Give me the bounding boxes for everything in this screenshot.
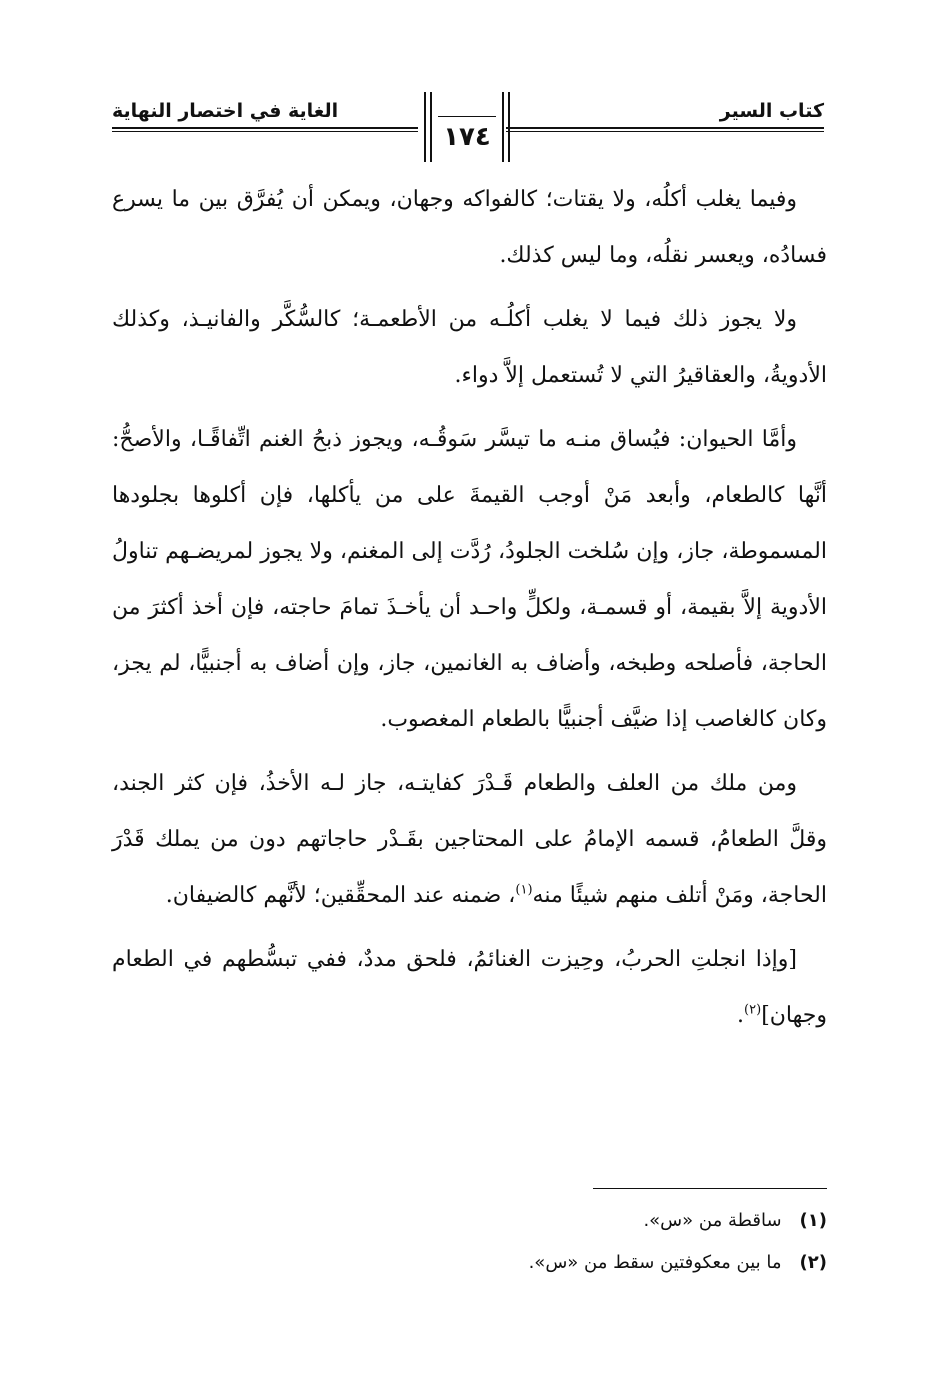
footnote <box>127 1200 827 1242</box>
paragraph-text: ، ضمنه عند المحقِّقين؛ لأنَّهم كالضيفان. <box>165 883 516 908</box>
book-title: الغاية في اختصار النهاية <box>112 100 339 122</box>
footnote-number: (٢) <box>799 1252 827 1273</box>
paragraph-text: ومن ملك من العلف والطعام قَـدْرَ كفايتـه، جاز لـه الأخذُ، فإن كثر الجند، وقلَّ الطعامُ، قسمه الإمامُ على المحتاجين بقَـدْر حاجاتهم دون من يملك قَدْرَ الحاجة، ومَنْ أتلف منهم شيئًا منه <box>112 771 827 908</box>
main-text <box>112 172 827 1044</box>
footnotes <box>127 1200 827 1284</box>
page-number: ١٧٤ <box>438 116 496 157</box>
footnote-marker: (١) <box>515 882 533 898</box>
footnote-text: ساقطة من «س». <box>643 1210 782 1231</box>
footnote-number: (١) <box>799 1210 827 1231</box>
footnote <box>127 1242 827 1284</box>
paragraph <box>112 756 827 924</box>
paragraph: وأمَّا الحيوان: فيُساق منـه ما تيسَّر سَوقُـه، ويجوز ذبحُ الغنم اتِّفاقًـا، والأصحُّ: أنَّها كالطعام، وأبعد مَنْ أوجب القيمةَ على من يأكلها، فإن أكلوها بجلودها المسموطة، جاز، وإن سُلخت الجلودُ، رُدَّت إلى المغنم، ولا يجوز لمريضـهم تناولُ الأدوية إلاَّ بقيمة، أو قسمـة، ولكلٍّ واحـد أن يأخـذَ تمامَ حاجته، فإن أخذ أكثرَ من الحاجة، فأصلحه وطبخه، وأضاف به الغانمين، جاز، وإن أضاف به أجنبيًّا، لم يجز، وكان كالغاصب إذا ضيَّف أجنبيًّا بالطعام المغصوب. <box>112 427 827 732</box>
page-number-frame <box>424 92 510 162</box>
footnote-text: ما بين معكوفتين سقط من «س». <box>528 1252 782 1273</box>
frame-bar-left <box>424 92 432 162</box>
paragraph: وفيما يغلب أكلُه، ولا يقتات؛ كالفواكه وجهان، ويمكن أن يُفرَّق بين ما يسرع فسادُه، ويعسر نقلُه، وما ليس كذلك. <box>112 187 827 268</box>
paragraph: ولا يجوز ذلك فيما لا يغلب أكلُـه من الأطعمـة؛ كالسُّكَّر والفانيـذ، وكذلك الأدويةُ، والعقاقيرُ التي لا تُستعمل إلاَّ دواء. <box>112 307 827 388</box>
header-rule-right <box>506 127 824 132</box>
header-rule-left <box>112 127 418 132</box>
frame-bar-right <box>502 92 510 162</box>
footnote-marker: (٢) <box>744 1002 762 1018</box>
chapter-title: كتاب السير <box>719 100 824 122</box>
paragraph-text: . <box>737 1003 745 1028</box>
running-header <box>112 92 824 166</box>
paragraph-text: [وإذا انجلتِ الحربُ، وحِيزت الغنائمُ، فلحق مددٌ، ففي تبسُّطهم في الطعام وجهان] <box>112 947 827 1028</box>
footnote-separator <box>593 1188 827 1189</box>
paragraph <box>112 932 827 1044</box>
